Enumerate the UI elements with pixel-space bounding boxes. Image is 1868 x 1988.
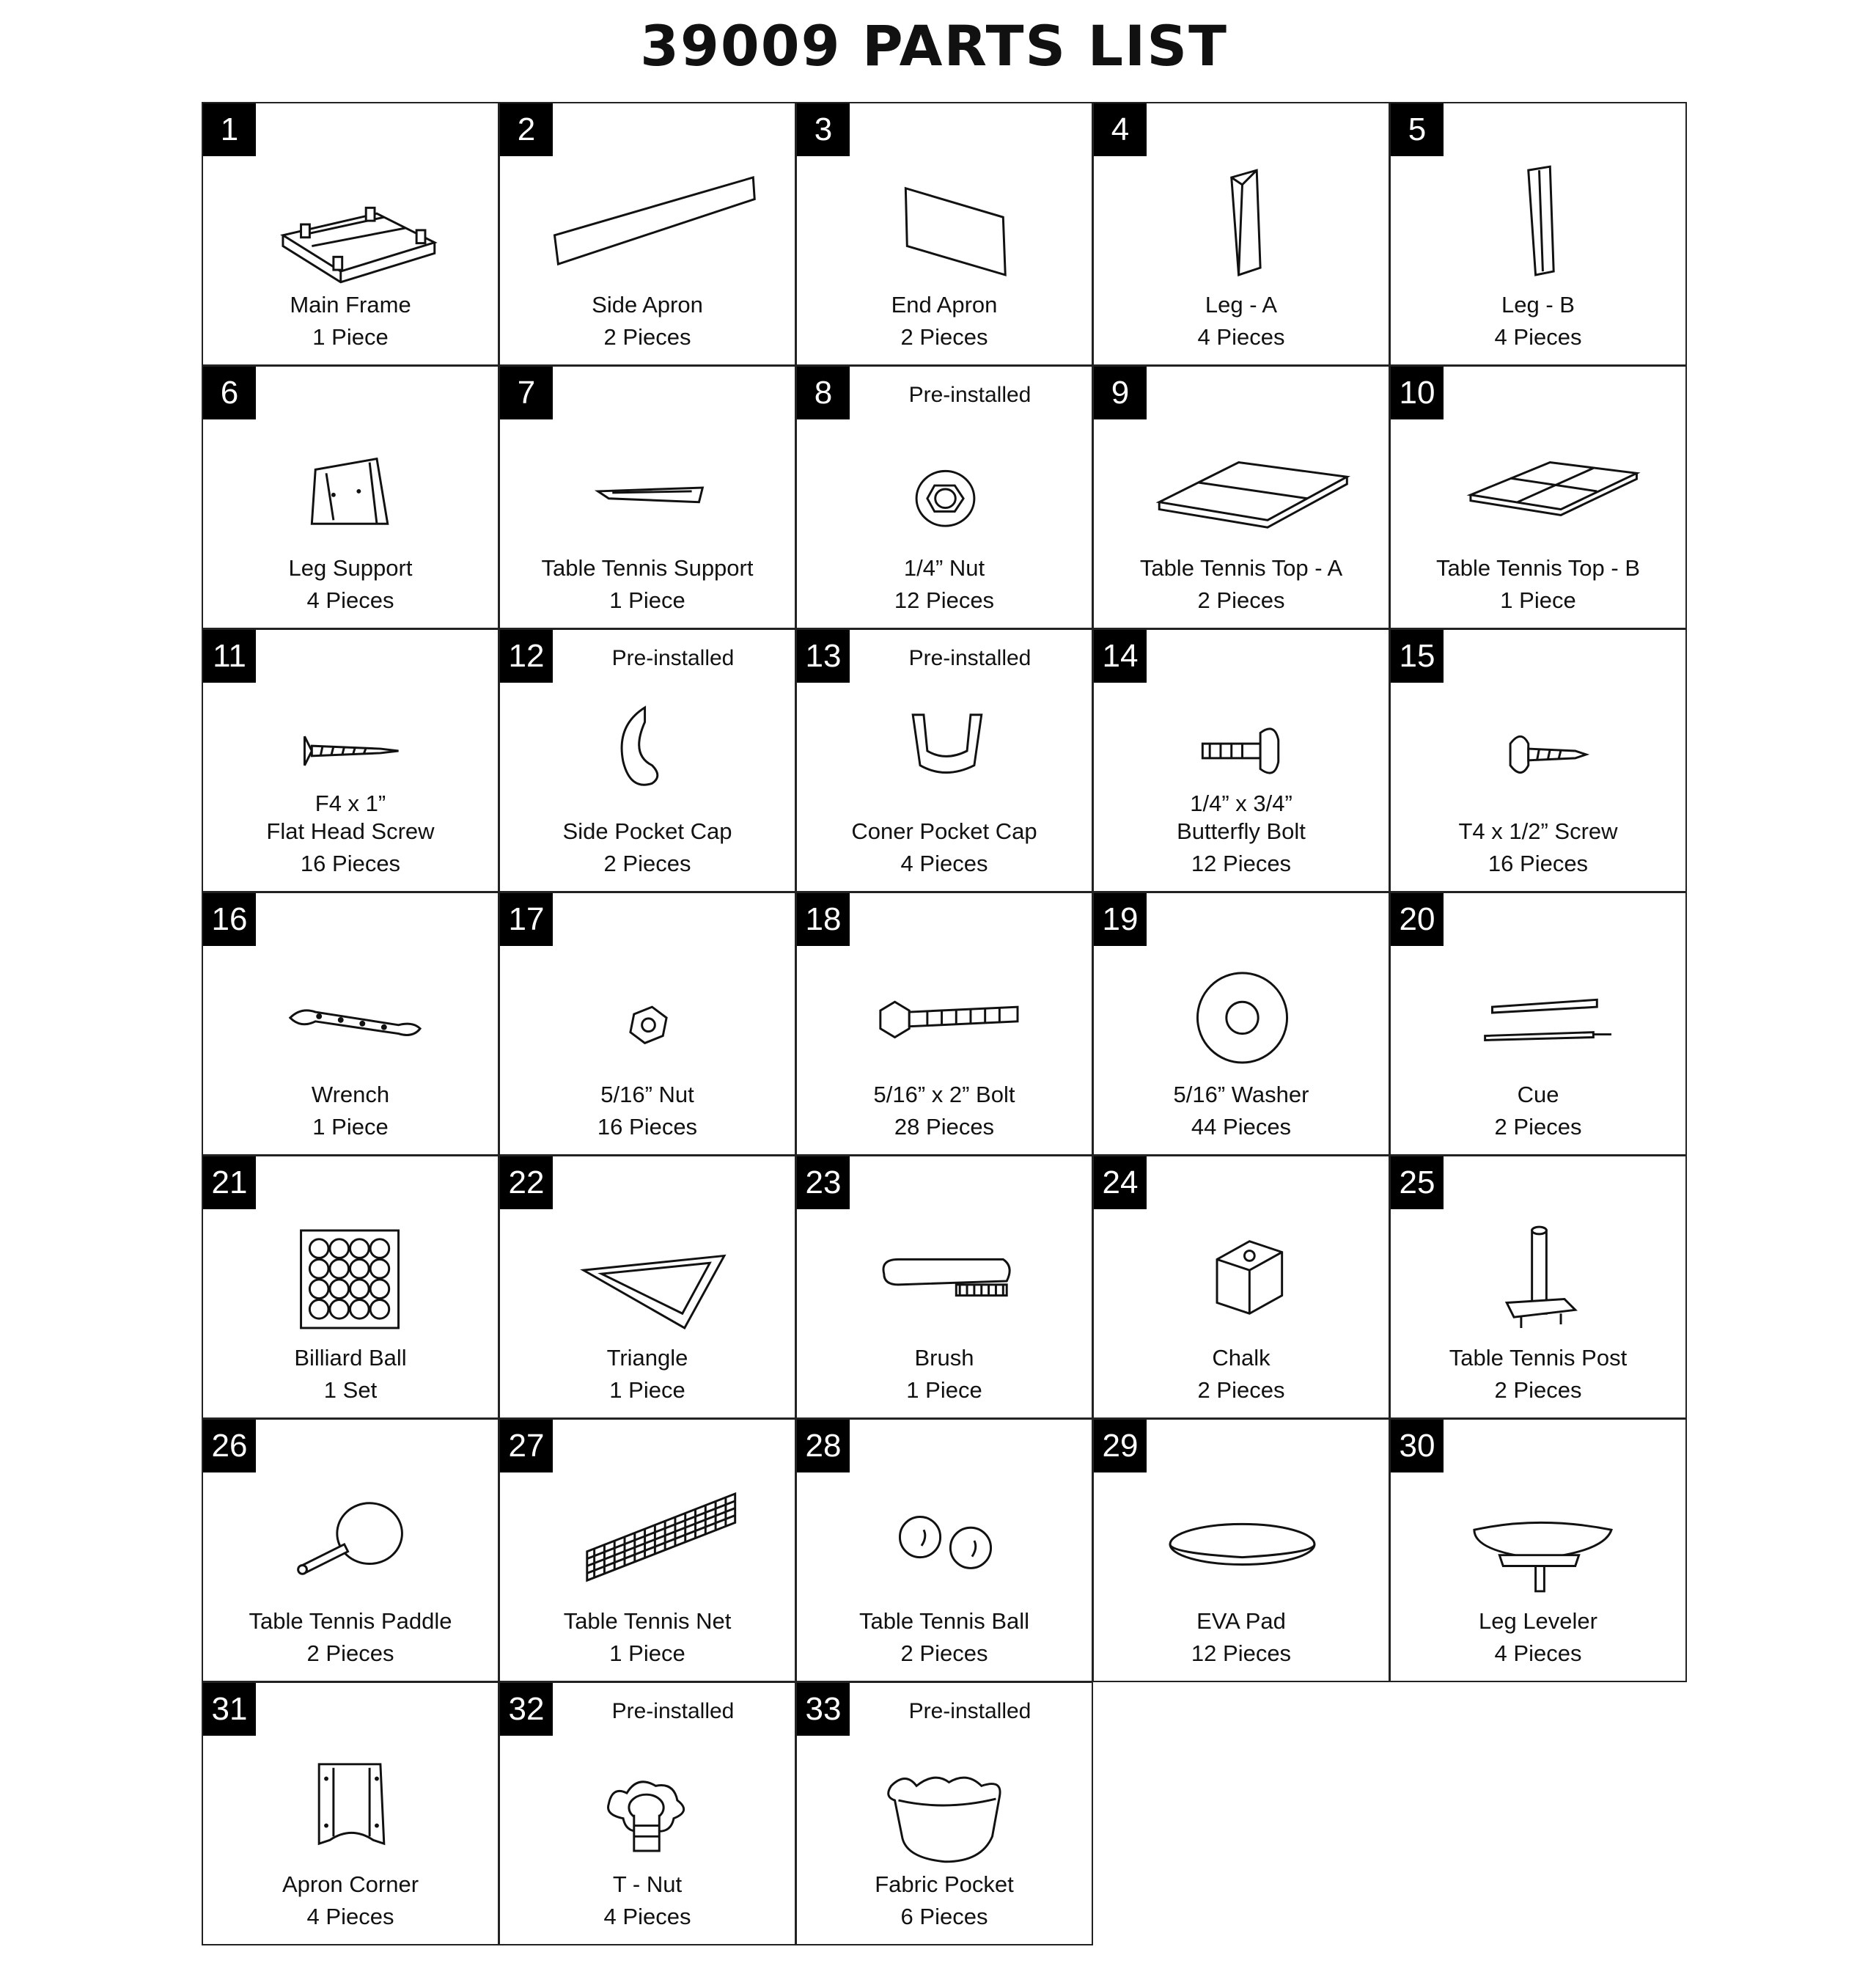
part-number: 5 bbox=[1391, 103, 1444, 156]
part-number: 7 bbox=[500, 367, 553, 419]
part-number: 4 bbox=[1094, 103, 1147, 156]
part-cell bbox=[499, 365, 796, 629]
part-quantity: 16 Pieces bbox=[300, 851, 401, 876]
part-cell bbox=[1389, 102, 1687, 366]
part-spec: F4 x 1” bbox=[315, 791, 386, 816]
part-quantity: 1 Piece bbox=[312, 1114, 389, 1140]
wrench-icon bbox=[232, 945, 471, 1084]
part-number: 21 bbox=[203, 1156, 256, 1209]
part-number: 29 bbox=[1094, 1420, 1147, 1472]
part-cell bbox=[499, 628, 796, 892]
part-quantity: 1 Piece bbox=[609, 1377, 685, 1403]
part-quantity: 2 Pieces bbox=[900, 1640, 988, 1666]
part-cell bbox=[202, 365, 499, 629]
part-number: 24 bbox=[1094, 1156, 1147, 1209]
part-number: 11 bbox=[203, 630, 256, 683]
t-nut-icon bbox=[529, 1734, 768, 1874]
pre-installed-label: Pre-installed bbox=[908, 646, 1032, 670]
part-cell bbox=[499, 1155, 796, 1419]
part-quantity: 1 Set bbox=[323, 1377, 378, 1403]
net-icon bbox=[529, 1471, 768, 1610]
part-name: Billiard Ball bbox=[294, 1345, 407, 1371]
part-name: Table Tennis Net bbox=[563, 1608, 732, 1634]
part-cell bbox=[499, 1418, 796, 1682]
part-quantity: 2 Pieces bbox=[603, 324, 691, 350]
part-number: 10 bbox=[1391, 367, 1444, 419]
part-quantity: 2 Pieces bbox=[1197, 1377, 1285, 1403]
part-quantity: 2 Pieces bbox=[1494, 1114, 1582, 1140]
part-number: 27 bbox=[500, 1420, 553, 1472]
part-number: 32 bbox=[500, 1683, 553, 1736]
part-quantity: 1 Piece bbox=[906, 1377, 982, 1403]
side-pocket-cap-icon bbox=[529, 681, 768, 821]
triangle-rack-icon bbox=[529, 1208, 768, 1347]
part-quantity: 6 Pieces bbox=[900, 1904, 988, 1929]
leg-support-icon bbox=[232, 418, 471, 557]
part-number: 23 bbox=[797, 1156, 850, 1209]
part-cell bbox=[1389, 1418, 1687, 1682]
part-quantity: 2 Pieces bbox=[603, 851, 691, 876]
corner-pocket-cap-icon bbox=[826, 681, 1064, 821]
part-quantity: 4 Pieces bbox=[306, 1904, 394, 1929]
part-quantity: 1 Piece bbox=[312, 324, 389, 350]
part-number: 16 bbox=[203, 893, 256, 946]
part-number: 22 bbox=[500, 1156, 553, 1209]
part-name: Leg Leveler bbox=[1478, 1608, 1597, 1634]
part-number: 31 bbox=[203, 1683, 256, 1736]
part-number: 13 bbox=[797, 630, 850, 683]
part-name: Leg - A bbox=[1205, 292, 1278, 318]
part-cell bbox=[202, 628, 499, 892]
cue-icon bbox=[1420, 945, 1658, 1084]
part-cell bbox=[1092, 628, 1390, 892]
part-name: Table Tennis Paddle bbox=[249, 1608, 452, 1634]
part-quantity: 2 Pieces bbox=[306, 1640, 394, 1666]
part-cell bbox=[795, 102, 1093, 366]
part-quantity: 12 Pieces bbox=[894, 587, 995, 613]
part-cell bbox=[1389, 1155, 1687, 1419]
part-name: Flat Head Screw bbox=[266, 818, 435, 844]
pre-installed-label: Pre-installed bbox=[908, 383, 1032, 407]
part-name: Side Pocket Cap bbox=[562, 818, 732, 844]
table-tennis-post-icon bbox=[1420, 1208, 1658, 1347]
part-name: Chalk bbox=[1212, 1345, 1271, 1371]
part-quantity: 4 Pieces bbox=[1197, 324, 1285, 350]
pre-installed-label: Pre-installed bbox=[611, 1699, 735, 1723]
leg-leveler-icon bbox=[1420, 1471, 1658, 1610]
part-name: T4 x 1/2” Screw bbox=[1458, 818, 1618, 844]
part-cell bbox=[795, 1418, 1093, 1682]
part-name: 5/16” Washer bbox=[1173, 1082, 1309, 1107]
part-cell bbox=[795, 628, 1093, 892]
part-number: 15 bbox=[1391, 630, 1444, 683]
part-cell bbox=[202, 1418, 499, 1682]
part-quantity: 4 Pieces bbox=[306, 587, 394, 613]
part-name: Table Tennis Ball bbox=[858, 1608, 1030, 1634]
part-number: 19 bbox=[1094, 893, 1147, 946]
part-name: Fabric Pocket bbox=[875, 1871, 1014, 1897]
billiard-balls-icon bbox=[232, 1208, 471, 1347]
part-cell bbox=[202, 102, 499, 366]
part-name: Apron Corner bbox=[282, 1871, 419, 1897]
eva-pad-icon bbox=[1123, 1471, 1361, 1610]
part-number: 33 bbox=[797, 1683, 850, 1736]
part-cell bbox=[202, 1155, 499, 1419]
part-cell bbox=[1389, 628, 1687, 892]
part-name: Table Tennis Support bbox=[541, 555, 754, 581]
part-number: 14 bbox=[1094, 630, 1147, 683]
apron-corner-icon bbox=[232, 1734, 471, 1874]
part-name: Table Tennis Post bbox=[1449, 1345, 1628, 1371]
part-name: 5/16” x 2” Bolt bbox=[873, 1082, 1015, 1107]
part-cell bbox=[1389, 892, 1687, 1156]
part-quantity: 1 Piece bbox=[1500, 587, 1576, 613]
part-cell bbox=[499, 102, 796, 366]
part-name: Wrench bbox=[311, 1082, 390, 1107]
end-apron-icon bbox=[826, 155, 1064, 294]
pre-installed-label: Pre-installed bbox=[611, 646, 735, 670]
part-quantity: 16 Pieces bbox=[1488, 851, 1589, 876]
part-quantity: 4 Pieces bbox=[900, 851, 988, 876]
part-name: T - Nut bbox=[612, 1871, 683, 1897]
part-number: 18 bbox=[797, 893, 850, 946]
part-name: Leg Support bbox=[288, 555, 413, 581]
part-cell bbox=[795, 1155, 1093, 1419]
table-top-b-icon bbox=[1420, 418, 1658, 557]
part-quantity: 1 Piece bbox=[609, 587, 685, 613]
part-cell bbox=[202, 892, 499, 1156]
part-quantity: 12 Pieces bbox=[1191, 1640, 1292, 1666]
part-number: 1 bbox=[203, 103, 256, 156]
part-name: Coner Pocket Cap bbox=[851, 818, 1037, 844]
hex-nut-icon bbox=[529, 945, 768, 1084]
part-cell bbox=[499, 1681, 796, 1945]
part-cell bbox=[202, 1681, 499, 1945]
part-number: 20 bbox=[1391, 893, 1444, 946]
part-spec: 1/4” x 3/4” bbox=[1190, 791, 1292, 816]
part-number: 28 bbox=[797, 1420, 850, 1472]
part-cell bbox=[499, 892, 796, 1156]
part-name: EVA Pad bbox=[1196, 1608, 1286, 1634]
leg-b-icon bbox=[1420, 155, 1658, 294]
part-quantity: 4 Pieces bbox=[1494, 324, 1582, 350]
leg-a-icon bbox=[1123, 155, 1361, 294]
washer-icon bbox=[1123, 945, 1361, 1084]
part-quantity: 16 Pieces bbox=[597, 1114, 698, 1140]
part-name: Table Tennis Top - A bbox=[1139, 555, 1343, 581]
part-number: 25 bbox=[1391, 1156, 1444, 1209]
part-cell bbox=[1092, 102, 1390, 366]
part-cell bbox=[795, 1681, 1093, 1945]
part-number: 30 bbox=[1391, 1420, 1444, 1472]
paddle-icon bbox=[232, 1471, 471, 1610]
part-quantity: 12 Pieces bbox=[1191, 851, 1292, 876]
part-cell bbox=[1092, 892, 1390, 1156]
parts-grid bbox=[202, 103, 1687, 1945]
side-apron-icon bbox=[529, 155, 768, 294]
bolt-icon bbox=[826, 945, 1064, 1084]
fabric-pocket-icon bbox=[826, 1734, 1064, 1874]
part-quantity: 28 Pieces bbox=[894, 1114, 995, 1140]
part-name: Main Frame bbox=[290, 292, 411, 318]
part-number: 3 bbox=[797, 103, 850, 156]
part-cell bbox=[1092, 365, 1390, 629]
part-name: Triangle bbox=[606, 1345, 688, 1371]
table-top-a-icon bbox=[1123, 418, 1361, 557]
part-number: 2 bbox=[500, 103, 553, 156]
brush-icon bbox=[826, 1208, 1064, 1347]
part-name: End Apron bbox=[891, 292, 998, 318]
part-name: Table Tennis Top - B bbox=[1435, 555, 1641, 581]
part-quantity: 4 Pieces bbox=[603, 1904, 691, 1929]
part-quantity: 1 Piece bbox=[609, 1640, 685, 1666]
part-name: Leg - B bbox=[1501, 292, 1575, 318]
table-tennis-support-icon bbox=[529, 418, 768, 557]
part-name: 1/4” Nut bbox=[903, 555, 985, 581]
part-quantity: 2 Pieces bbox=[1197, 587, 1285, 613]
part-number: 6 bbox=[203, 367, 256, 419]
ping-pong-balls-icon bbox=[826, 1471, 1064, 1610]
part-number: 8 bbox=[797, 367, 850, 419]
part-name: 5/16” Nut bbox=[600, 1082, 694, 1107]
part-cell bbox=[795, 892, 1093, 1156]
part-cell bbox=[1389, 365, 1687, 629]
part-quantity: 2 Pieces bbox=[1494, 1377, 1582, 1403]
part-number: 9 bbox=[1094, 367, 1147, 419]
part-name: Brush bbox=[914, 1345, 974, 1371]
screw-icon bbox=[1420, 681, 1658, 821]
page-title: 39009 PARTS LIST bbox=[640, 13, 1228, 78]
part-quantity: 2 Pieces bbox=[900, 324, 988, 350]
part-name: Side Apron bbox=[592, 292, 703, 318]
chalk-icon bbox=[1123, 1208, 1361, 1347]
part-number: 26 bbox=[203, 1420, 256, 1472]
part-name: Cue bbox=[1517, 1082, 1559, 1107]
part-cell bbox=[1092, 1418, 1390, 1682]
part-quantity: 4 Pieces bbox=[1494, 1640, 1582, 1666]
pre-installed-label: Pre-installed bbox=[908, 1699, 1032, 1723]
part-cell bbox=[795, 365, 1093, 629]
part-name: Butterfly Bolt bbox=[1177, 818, 1306, 844]
part-quantity: 44 Pieces bbox=[1191, 1114, 1292, 1140]
part-cell bbox=[1092, 1155, 1390, 1419]
part-number: 17 bbox=[500, 893, 553, 946]
nut-icon bbox=[826, 418, 1064, 557]
main-frame-icon bbox=[232, 155, 471, 294]
part-number: 12 bbox=[500, 630, 553, 683]
